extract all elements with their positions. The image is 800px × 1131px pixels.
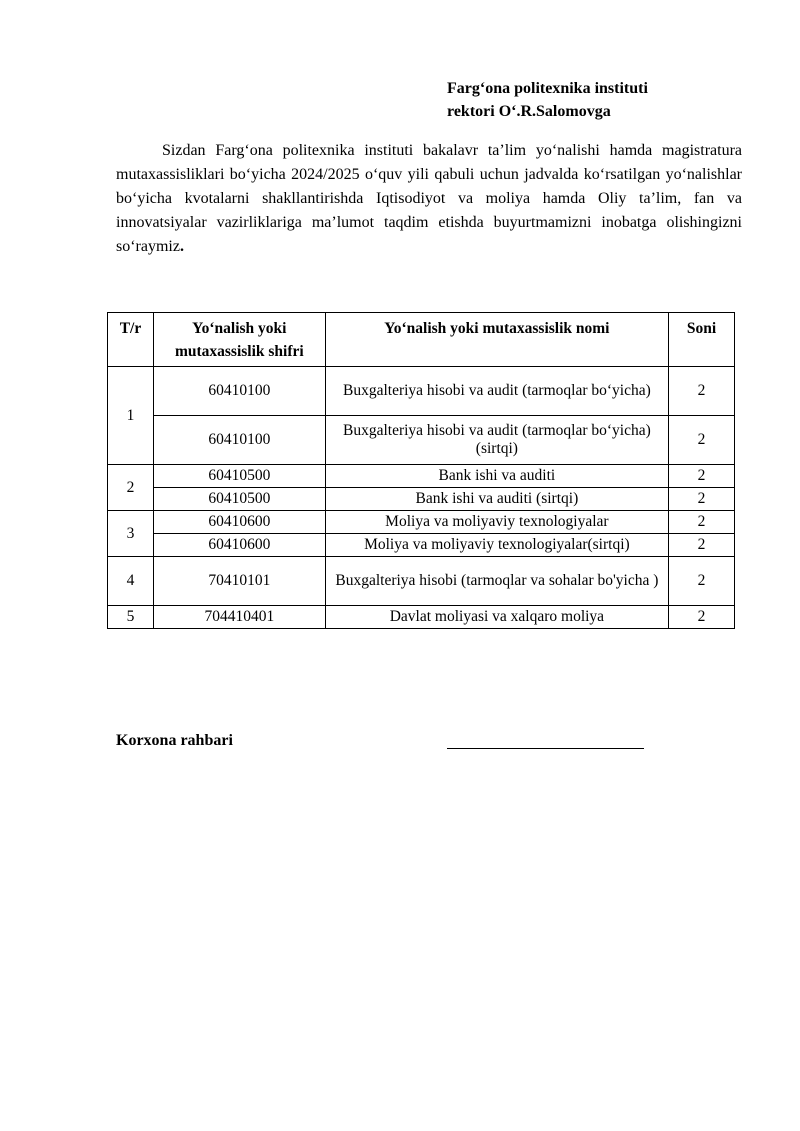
row-code: 60410600 — [153, 511, 325, 534]
header-name: Yo‘nalish yoki mutaxassislik nomi — [325, 313, 668, 367]
row-code: 60410100 — [153, 367, 325, 416]
row-code: 60410600 — [153, 534, 325, 557]
row-code: 60410500 — [153, 465, 325, 488]
quota-table — [107, 312, 735, 629]
row-soni: 2 — [669, 416, 735, 465]
row-name: Buxgalteriya hisobi va audit (tarmoqlar bo‘yicha) — [325, 367, 668, 416]
addressee-block — [447, 77, 648, 123]
row-name: Moliya va moliyaviy texnologiyalar — [325, 511, 668, 534]
addressee-rector: rektori O‘.R.Salomovga — [447, 103, 611, 120]
row-number: 4 — [108, 557, 154, 606]
row-soni: 2 — [669, 367, 735, 416]
row-soni: 2 — [669, 511, 735, 534]
row-soni: 2 — [669, 534, 735, 557]
row-code: 704410401 — [153, 606, 325, 629]
row-code: 60410100 — [153, 416, 325, 465]
row-number: 3 — [108, 511, 154, 557]
row-name: Moliya va moliyaviy texnologiyalar(sirtqi) — [325, 534, 668, 557]
table-row — [108, 534, 735, 557]
row-soni: 2 — [669, 465, 735, 488]
request-text: Sizdan Farg‘ona politexnika instituti bakalavr ta’lim yo‘nalishi hamda magistratura mutaxassisliklari bo‘yicha 2024/2025 o‘quv yili qabuli uchun jadvalda ko‘rsatilgan yo‘nalishlar bo‘yicha kvotalarni shakllantirishda Iqtisodiyot va moliya hamda Oliy ta’lim, fan va innovatsiyalar vazirliklariga ma’lumot taqdim etishda buyurtmamizni inobatga olishingizni so‘raymiz — [116, 142, 742, 255]
row-soni: 2 — [669, 557, 735, 606]
row-soni: 2 — [669, 606, 735, 629]
row-number: 1 — [108, 367, 154, 465]
addressee-institution: Farg‘ona politexnika instituti — [447, 80, 648, 97]
request-paragraph — [116, 139, 742, 259]
row-name: Buxgalteriya hisobi va audit (tarmoqlar bo‘yicha) (sirtqi) — [325, 416, 668, 465]
table-row — [108, 606, 735, 629]
signature-line — [447, 748, 644, 749]
table-header-row — [108, 313, 735, 367]
request-end-mark: . — [179, 238, 184, 255]
table-body — [108, 367, 735, 629]
header-soni: Soni — [669, 313, 735, 367]
row-code: 70410101 — [153, 557, 325, 606]
row-name: Bank ishi va auditi (sirtqi) — [325, 488, 668, 511]
row-code: 60410500 — [153, 488, 325, 511]
row-number: 5 — [108, 606, 154, 629]
row-soni: 2 — [669, 488, 735, 511]
table-row — [108, 488, 735, 511]
row-name: Davlat moliyasi va xalqaro moliya — [325, 606, 668, 629]
table-row — [108, 416, 735, 465]
row-name: Bank ishi va auditi — [325, 465, 668, 488]
table-row — [108, 511, 735, 534]
row-number: 2 — [108, 465, 154, 511]
table-row — [108, 367, 735, 416]
table-row — [108, 465, 735, 488]
enterprise-head-label: Korxona rahbari — [116, 732, 233, 749]
table-row — [108, 557, 735, 606]
header-code: Yo‘nalish yoki mutaxassislik shifri — [153, 313, 325, 367]
header-tr: T/r — [108, 313, 154, 367]
row-name: Buxgalteriya hisobi (tarmoqlar va sohalar bo'yicha ) — [325, 557, 668, 606]
